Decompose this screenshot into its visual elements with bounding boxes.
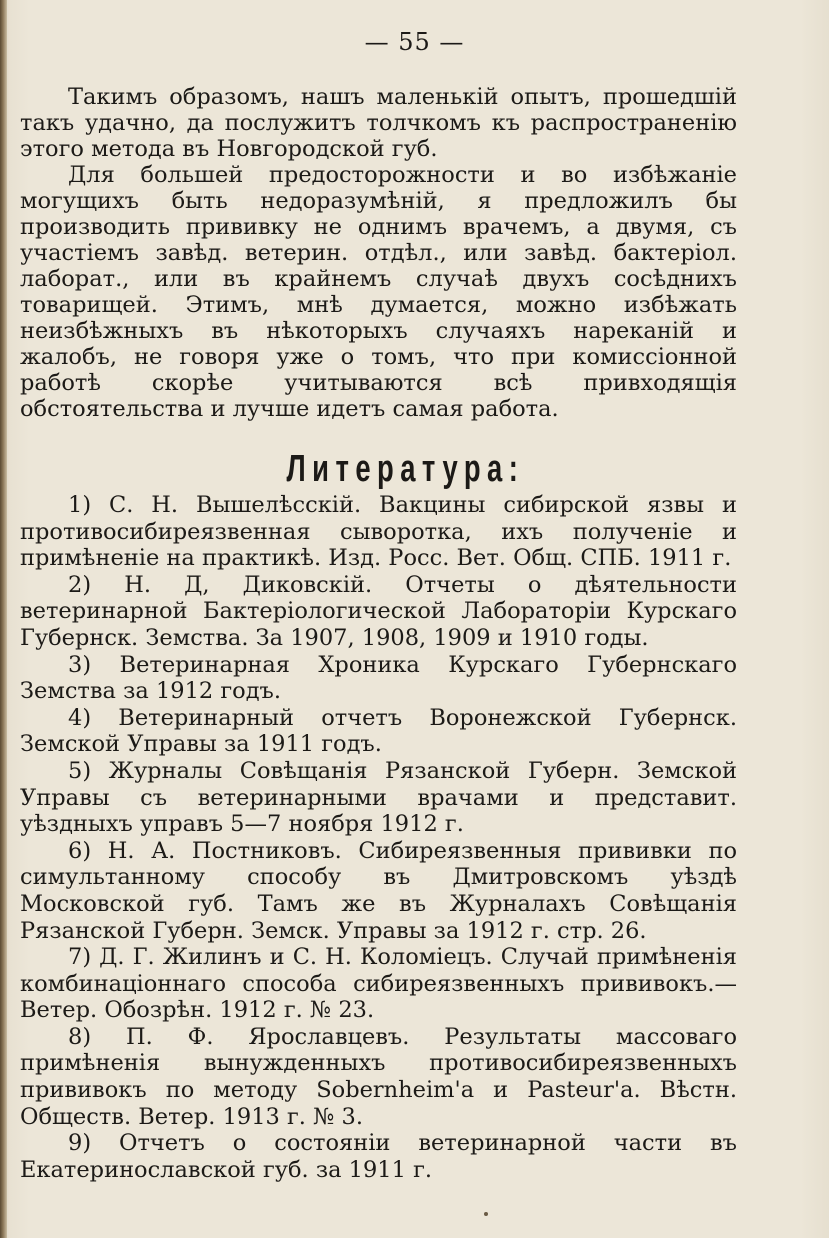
paragraph-recommendation: Для большей предосторожности и во избѣжаніе могущихъ быть недоразумѣній, я предложилъ бы производить прививку не однимъ врачемъ, а двумя, съ участіемъ завѣд. ветерин. отдѣл., или завѣд. бактеріол. лаборат., или въ крайнемъ случаѣ двухъ сосѣднихъ товарищей. Этимъ, мнѣ думается, можно избѣжать неизбѣжныхъ въ нѣкоторыхъ случаяхъ нареканій и жалобъ, не говоря уже о томъ, что при комиссіонной работѣ скорѣе учитываются всѣ привходящія обстоятельства и лучше идетъ самая работа. <box>20 162 737 422</box>
body-text <box>20 84 737 422</box>
page-number: — 55 — <box>364 28 465 56</box>
page-binding-edge <box>0 0 7 1238</box>
literature-heading: Литература: <box>286 448 525 490</box>
paragraph-conclusion: Такимъ образомъ, нашъ маленькій опытъ, прошедшій такъ удачно, да послужитъ толчкомъ къ распространенію этого метода въ Новгородской губ. <box>20 84 737 162</box>
literature-item: 4) Ветеринарный отчетъ Воронежской Губернск. Земской Управы за 1911 годъ. <box>20 704 737 758</box>
literature-item: 7) Д. Г. Жилинъ и С. Н. Коломіецъ. Случай примѣненія комбинаціоннаго способа сибиреязвенныхъ прививокъ.—Ветер. Обозрѣн. 1912 г. № 23. <box>20 944 737 1024</box>
literature-item: 9) Отчетъ о состояніи ветеринарной части въ Екатеринославской губ. за 1911 г. <box>20 1130 737 1183</box>
literature-item: 8) П. Ф. Ярославцевъ. Результаты массоваго примѣненія вынужденныхъ противосибиреязвенныхъ прививокъ по методу Sobernheim'a и Pasteur'a. Вѣстн. Обществ. Ветер. 1913 г. № 3. <box>20 1023 737 1130</box>
literature-item: 3) Ветеринарная Хроника Курскаго Губернскаго Земства за 1912 годъ. <box>20 651 737 705</box>
literature-list <box>20 492 737 1183</box>
literature-item: 6) Н. А. Постниковъ. Сибиреязвенныя прививки по симультанному способу въ Дмитровскомъ уѣздѣ Московской губ. Тамъ же въ Журналахъ Совѣщанія Рязанской Губерн. Земск. Управы за 1912 г. стр. 26. <box>20 837 737 944</box>
paper-speck <box>484 1212 488 1216</box>
literature-item: 2) Н. Д, Диковскій. Отчеты о дѣятельности ветеринарной Бактеріологической Лабораторіи Курскаго Губернск. Земства. За 1907, 1908, 1909 и 1910 годы. <box>20 571 737 651</box>
literature-item: 5) Журналы Совѣщанія Рязанской Губерн. Земской Управы съ ветеринарными врачами и представит. уѣздныхъ управъ 5—7 ноября 1912 г. <box>20 757 737 838</box>
literature-item: 1) С. Н. Вышелѣсскій. Вакцины сибирской язвы и противосибиреязвенная сыворотка, ихъ полученіе и примѣненіе на практикѣ. Изд. Росс. Вет. Общ. СПБ. 1911 г. <box>20 492 737 572</box>
